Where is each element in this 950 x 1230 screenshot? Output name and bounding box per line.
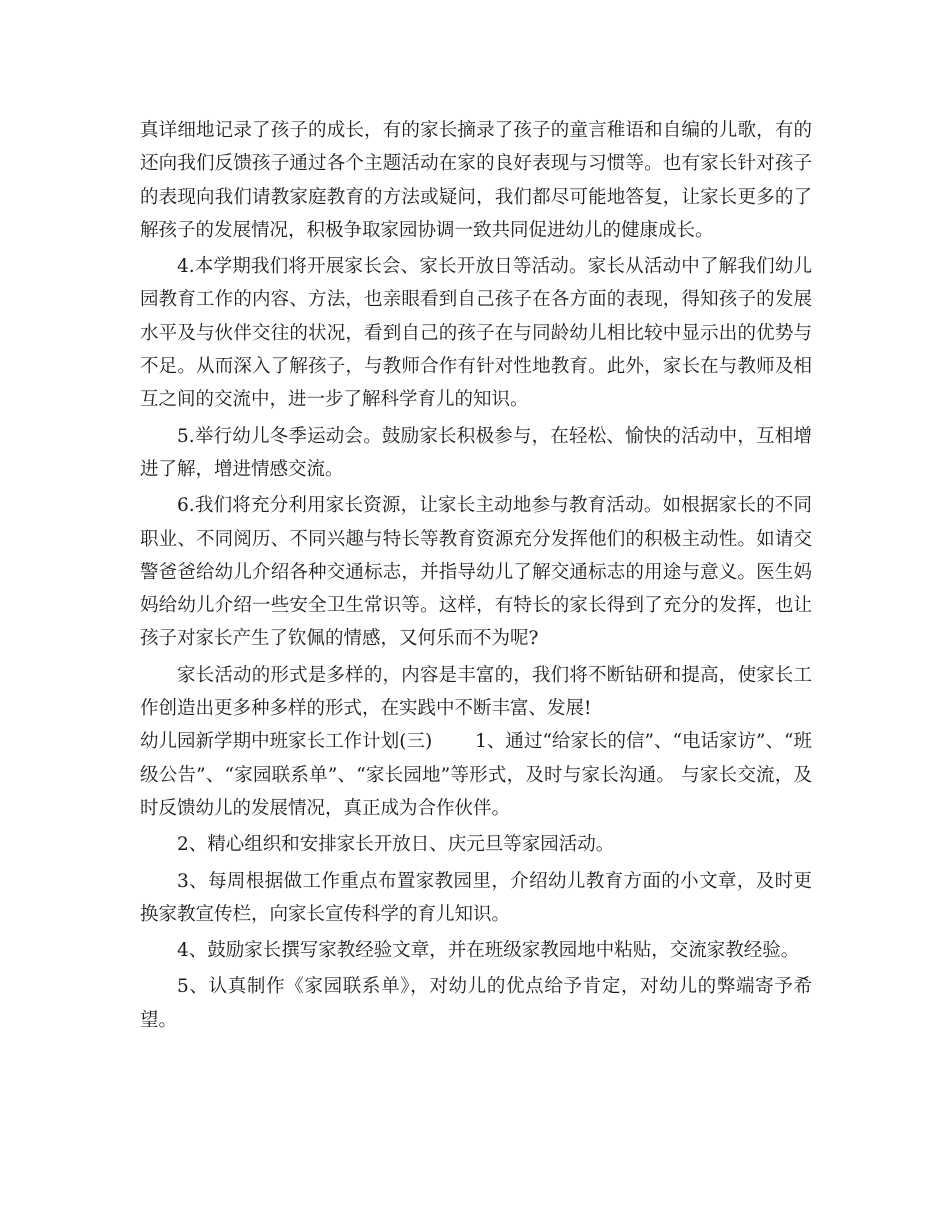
text-line: 家长活动的形式是多样的，内容是丰富的，我们将不断钻研和提高，使家长工 [177, 664, 812, 686]
text-line: 进了解，增进情感交流。 [140, 458, 344, 480]
text-line: 还向我们反馈孩子通过各个主题活动在家的良好表现与习惯等。也有家长针对孩子 [140, 153, 812, 175]
text-line: 真详细地记录了孩子的成长，有的家长摘录了孩子的童言稚语和自编的儿歌，有的 [140, 120, 812, 141]
text-line: 职业、不同阅历、不同兴趣与特长等教育资源充分发挥他们的积极主动性。如请交 [140, 528, 812, 550]
text-line: 妈给幼儿介绍一些安全卫生常识等。这样，有特长的家长得到了充分的发挥，也让 [140, 595, 812, 617]
text-line: 5.举行幼儿冬季运动会。鼓励家长积极参与，在轻松、愉快的活动中，互相增 [177, 425, 812, 447]
text-line: 时反馈幼儿的发展情况，真正成为合作伙伴。 [140, 797, 511, 819]
text-line: 园教育工作的内容、方法，也亲眼看到自己孩子在各方面的表现，得知孩子的发展 [140, 289, 812, 311]
text-line: 4、鼓励家长撰写家教经验文章，并在班级家教园地中粘贴，交流家教经验。 [177, 940, 800, 962]
text-line: 作创造出更多种多样的形式，在实践中不断丰富、发展! [140, 698, 592, 720]
text-line: 级公告”、“家园联系单”、“家长园地”等形式，及时与家长沟通。 与家长交流，及 [140, 764, 812, 786]
text-line: 警爸爸给幼儿介绍各种交通标志，并指导幼儿了解交通标志的用途与意义。医生妈 [140, 561, 812, 583]
text-line: 的表现向我们请教家庭教育的方法或疑问，我们都尽可能地答复，让家长更多的了 [140, 186, 812, 208]
text-line: 2、精心组织和安排家长开放日、庆元旦等家园活动。 [177, 834, 615, 856]
document-body [140, 114, 812, 1037]
text-line: 换家教宣传栏，向家长宣传科学的育儿知识。 [140, 903, 511, 925]
text-line: 不足。从而深入了解孩子，与教师合作有针对性地教育。此外，家长在与教师及相 [140, 356, 812, 378]
text-line: 解孩子的发展情况，积极争取家园协调一致共同促进幼儿的健康成长。 [140, 219, 714, 241]
text-line: 水平及与伙伴交往的状况，看到自己的孩子在与同龄幼儿相比较中显示出的优势与 [140, 322, 812, 344]
text-line: 望。 [140, 1009, 178, 1031]
text-line: 孩子对家长产生了钦佩的情感，又何乐而不为呢? [140, 628, 539, 650]
text-line: 互之间的交流中，进一步了解科学育儿的知识。 [140, 389, 529, 411]
text-line: 幼儿园新学期中班家长工作计划(三) 1、通过“给家长的信”、“电话家访”、“班 [140, 731, 812, 753]
text-line: 3、每周根据做工作重点布置家教园里，介绍幼儿教育方面的小文章，及时更 [177, 870, 812, 892]
text-line: 6.我们将充分利用家长资源，让家长主动地参与教育活动。如根据家长的不同 [177, 495, 812, 517]
text-line: 5、认真制作《家园联系单》，对幼儿的优点给予肯定，对幼儿的弊端寄予希 [177, 976, 812, 998]
text-line: 4.本学期我们将开展家长会、家长开放日等活动。家长从活动中了解我们幼儿 [177, 256, 812, 278]
